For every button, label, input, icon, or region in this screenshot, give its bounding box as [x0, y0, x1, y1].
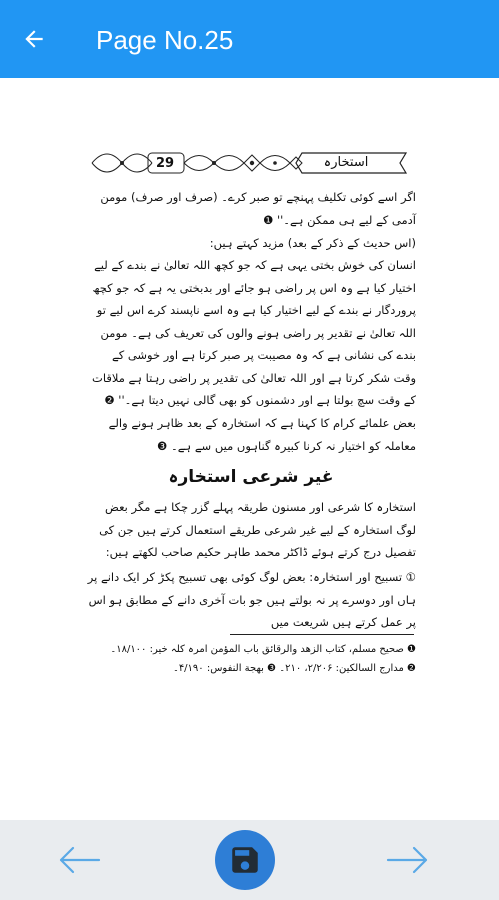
save-button[interactable]: [215, 830, 275, 890]
footnote-2: ❷ مدارج السالکین: ۲/۲۰۶، ۲۱۰۔ ❸ بهجة النفوس: ۴/۱۹۰۔: [172, 663, 416, 674]
paragraph-2: (اس حدیث کے ذکر کے بعد) مزید کہتے ہیں:: [209, 236, 416, 250]
arrow-left-icon: [57, 845, 101, 875]
paragraph-3: انسان کی خوش بختی یہی ہے کہ جو کچھ اللہ تعالیٰ نے بندے کے لیے اختیار کیا ہے وہ اس پر راضی ہو جائے اور بدبختی یہ ہے کہ جو کچھ پروردگار نے بندے کے لیے اختیار کیا ہے وہ اسے ناپسند کرے اس لیے تو اللہ تعالیٰ نے تقدیر پر راضی ہونے والوں کی تعریف کی ہے۔ مومن بندے کی نشانی ہے کہ وہ مصیبت پر صبر کرتا ہے اور خوشی کے وقت شکر کرتا ہے اور اللہ تعالیٰ کی تقدیر پر راضی رہتا ہے ملاقات کے وقت سچ بولتا ہے اور دشمنوں کو بھی گالی نہیں دیتا ہے۔'' ❷: [92, 258, 416, 407]
footnote-1: ❶ صحیح مسلم، کتاب الزھد والرقائق باب المؤمن امرہ کلہ خیر: ۱۸/۱۰۰۔: [110, 644, 416, 655]
footnote-divider: [230, 634, 414, 635]
app-bar: [0, 0, 499, 78]
book-page-number: 29: [155, 156, 175, 171]
previous-page-button[interactable]: [57, 842, 101, 878]
book-header-title: استخارہ: [323, 155, 369, 170]
floppy-disk-icon: [228, 843, 262, 877]
arrow-left-icon: [21, 26, 47, 52]
section-heading: غیر شرعی استخارہ: [168, 467, 334, 487]
footnotes: [86, 640, 416, 678]
paragraph-1: اگر اسے کوئی تکلیف پہنچے تو صبر کرے۔ (صرف اور صرف) مومن آدمی کے لیے ہی ممکن ہے۔'' ❶: [100, 190, 416, 227]
paragraph-4: بعض علمائے کرام کا کہنا ہے کہ استخارہ کے بعد ظاہر ہونے والے معاملہ کو اختیار نہ کرنا کبیرہ گناہوں میں سے ہے۔ ❸: [108, 416, 416, 453]
bottom-navigation-bar: [0, 820, 499, 900]
arrow-right-icon: [386, 845, 430, 875]
paragraph-6: ① تسبیح اور استخارہ: بعض لوگ کوئی بھی تسبیح پکڑ کر ایک دانے پر ہاں اور دوسرے پر نہ بولتے ہیں جو بات آخری دانے کے مطابق ہو اس پر عمل کرتے ہیں شریعت میں: [87, 570, 416, 629]
page-title: Page No.25: [96, 25, 234, 55]
next-page-button[interactable]: [386, 842, 430, 878]
paragraph-5: استخارہ کا شرعی اور مسنون طریقہ پہلے گزر چکا ہے مگر بعض لوگ استخارہ کے لیے غیر شرعی طریقے استعمال کرتے ہیں جن کی تفصیل درج کرتے ہوئے ڈاکٹر محمد طاہر حکیم صاحب لکھتے ہیں:: [99, 500, 416, 559]
back-button[interactable]: [14, 19, 54, 59]
